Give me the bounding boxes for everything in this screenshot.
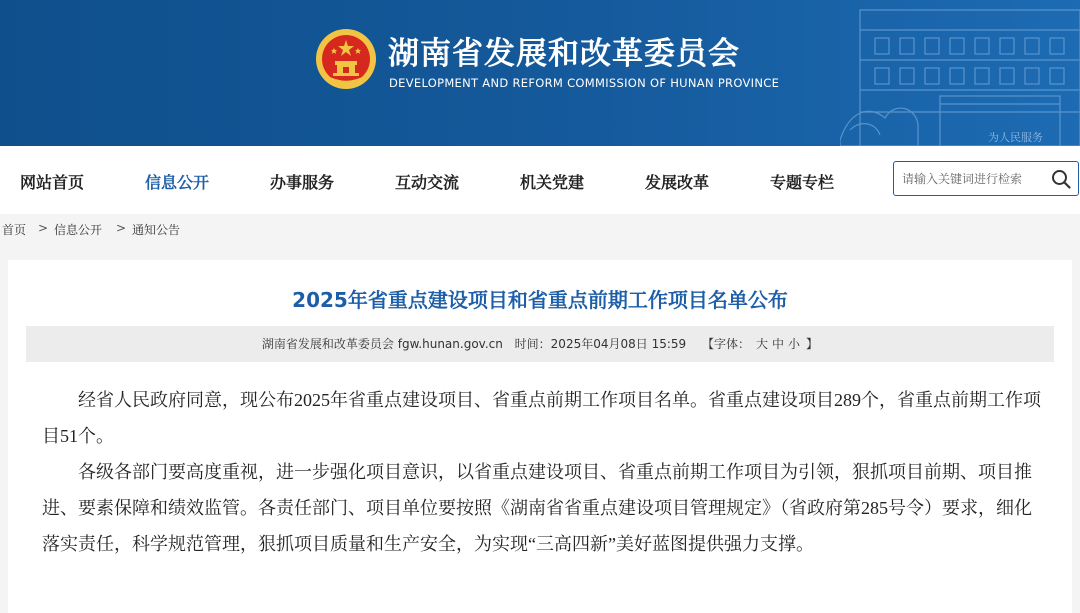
article-title: 2025年省重点建设项目和省重点前期工作项目名单公布 [292, 288, 788, 312]
main-nav [0, 146, 1080, 214]
article-time: 时间：2025年04月08日 15:59 [514, 337, 687, 351]
article-body [42, 382, 1042, 562]
national-emblem-icon [315, 28, 377, 90]
search-icon[interactable] [1050, 168, 1072, 190]
article-paragraph: 经省人民政府同意，现公布2025年省重点建设项目、省重点前期工作项目名单。省重点建设项目289个，省重点前期工作项目51个。 [42, 390, 1041, 446]
breadcrumb [0, 214, 1080, 242]
font-size-close: 】 [806, 337, 819, 351]
article-paragraph: 各级各部门要高度重视，进一步强化项目意识，以省重点建设项目、省重点前期工作项目为引领，狠抓项目前期、项目推进、要素保障和绩效监管。各责任部门、项目单位要按照《湖南省省重点建设项目管理规定》（省政府第285号令）要求，细化落实责任，科学规范管理，狠抓项目质量和生产安全，为实现“三高四新”美好蓝图提供强力支撑。 [42, 462, 1032, 554]
article-panel [8, 260, 1072, 613]
building-illustration [840, 0, 1080, 146]
site-title: 湖南省发展和改革委员会 [388, 36, 740, 72]
breadcrumb-info-disclosure[interactable]: 信息公开 [54, 223, 103, 237]
breadcrumb-separator: > [116, 221, 127, 235]
nav-item-special-topics[interactable]: 专题专栏 [770, 173, 835, 192]
font-size-large-button[interactable]: 大 [756, 337, 769, 351]
article-source: 湖南省发展和改革委员会 fgw.hunan.gov.cn [261, 337, 503, 351]
header-banner [0, 0, 1080, 146]
search-input[interactable] [902, 169, 1044, 189]
breadcrumb-notices[interactable]: 通知公告 [132, 223, 181, 237]
nav-item-interaction[interactable]: 互动交流 [395, 173, 460, 192]
nav-item-party-building[interactable]: 机关党建 [520, 173, 585, 192]
breadcrumb-separator: > [38, 221, 49, 235]
article-meta-bar [26, 326, 1054, 362]
font-size-label: 【字体： [701, 337, 750, 351]
svg-text:为人民服务: 为人民服务 [988, 131, 1043, 144]
search-box [893, 161, 1079, 196]
nav-item-home[interactable]: 网站首页 [20, 173, 85, 192]
font-size-medium-button[interactable]: 中 [772, 337, 785, 351]
nav-item-info-disclosure[interactable]: 信息公开 [145, 173, 210, 192]
font-size-small-button[interactable]: 小 [788, 337, 801, 351]
site-subtitle: DEVELOPMENT AND REFORM COMMISSION OF HUNAN PROVINCE [389, 76, 780, 90]
nav-item-development-reform[interactable]: 发展改革 [645, 173, 710, 192]
nav-item-services[interactable]: 办事服务 [270, 173, 335, 192]
breadcrumb-home[interactable]: 首页 [2, 223, 27, 237]
